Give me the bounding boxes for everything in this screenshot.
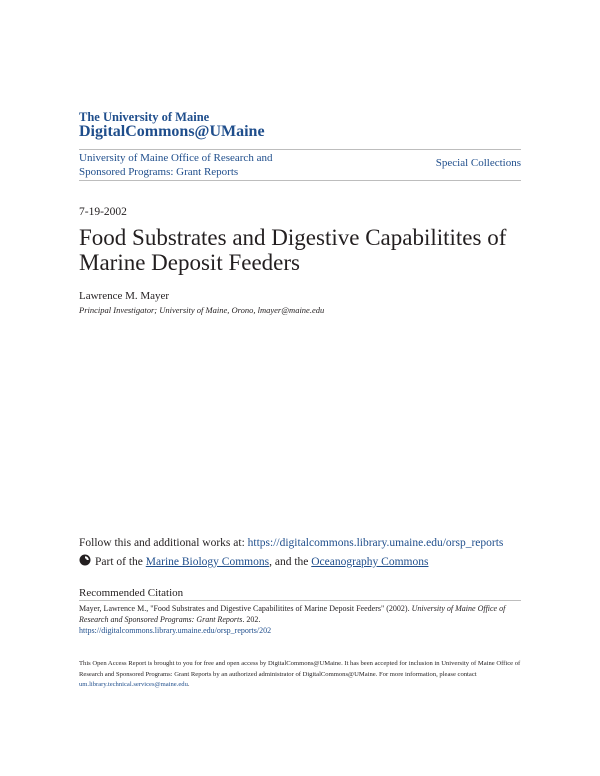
citation-suffix: . 202. xyxy=(242,615,261,624)
citation-journal: University of Maine Office of Research and Sponsored Programs: Grant Reports xyxy=(79,604,506,624)
open-access-end: . xyxy=(187,681,190,688)
citation-text xyxy=(79,603,521,636)
open-access-text: This Open Access Report is brought to you for free and open access by DigitalCommons@UMaine. It has been accepted for inclusion in University of Maine Office of Research and Sponsored Programs: Grant Reports by an authorized administrator of DigitalCommons@UMaine. For more information, please contact xyxy=(79,660,521,678)
series-line-2: Sponsored Programs: Grant Reports xyxy=(79,166,239,178)
recommended-citation-heading: Recommended Citation xyxy=(79,587,184,599)
publication-date: 7-19-2002 xyxy=(79,206,127,218)
header-bottom-rule xyxy=(79,180,521,181)
citation-body: Mayer, Lawrence M., "Food Substrates and Digestive Capabilitites of Marine Deposit Feeders" (2002). xyxy=(79,604,412,613)
follow-text: Follow this and additional works at: xyxy=(79,537,248,549)
marine-biology-commons-link[interactable]: Marine Biology Commons xyxy=(145,556,270,568)
part-of-mid: , and the xyxy=(269,556,312,568)
collection-link[interactable]: Special Collections xyxy=(435,157,521,169)
header-top-rule xyxy=(79,149,521,150)
contact-email-link[interactable]: um.library.technical.services@maine.edu xyxy=(79,681,188,688)
repository-name[interactable]: DigitalCommons@UMaine xyxy=(79,123,265,140)
document-title xyxy=(79,226,519,275)
title-line-1: Food Substrates and Digestive Capabilitites of xyxy=(79,225,507,250)
citation-url-link[interactable]: https://digitalcommons.library.umaine.edu/orsp_reports/202 xyxy=(79,626,272,635)
follow-url-link[interactable]: https://digitalcommons.library.umaine.edu/orsp_reports xyxy=(247,537,504,549)
part-of-line xyxy=(79,554,428,568)
creative-commons-icon xyxy=(79,554,91,566)
university-name: The University of Maine xyxy=(79,110,210,124)
series-line-1: University of Maine Office of Research and xyxy=(79,152,273,164)
oceanography-commons-link[interactable]: Oceanography Commons xyxy=(311,556,429,568)
author-affiliation: Principal Investigator; University of Maine, Orono, lmayer@maine.edu xyxy=(79,305,325,315)
series-link[interactable] xyxy=(79,151,309,179)
author-name: Lawrence M. Mayer xyxy=(79,290,170,302)
open-access-notice xyxy=(79,659,521,691)
citation-rule xyxy=(79,600,521,601)
follow-line xyxy=(79,537,503,549)
part-of-prefix: Part of the xyxy=(95,556,146,568)
title-line-2: Marine Deposit Feeders xyxy=(79,249,300,275)
